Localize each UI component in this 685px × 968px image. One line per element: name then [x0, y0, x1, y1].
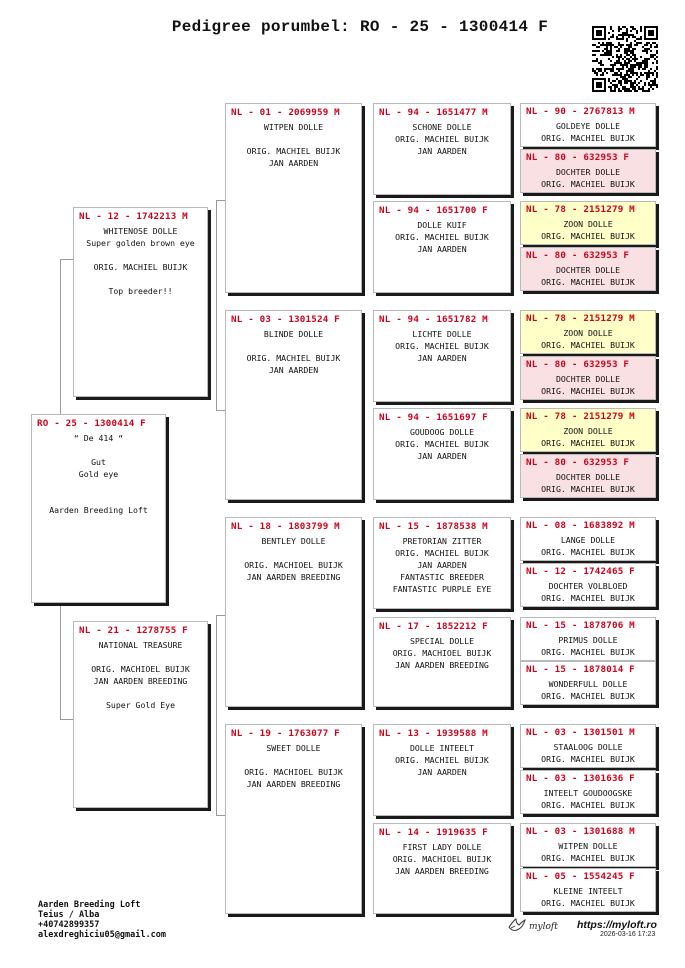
ring-number: NL - 17 - 1852212 F	[379, 621, 488, 632]
detail-line: BENTLEY DOLLE	[261, 536, 326, 546]
detail-line: ZOON DOLLE	[563, 328, 613, 338]
detail-line: ORIG. MACHIEL BUIJK	[541, 231, 635, 241]
detail-line: SWEET DOLLE	[266, 743, 321, 753]
detail-line: ORIG. MACHIOEL BUIJK	[91, 664, 190, 674]
detail-line: Gold eye	[78, 469, 119, 479]
pedigree-card-gen5[interactable]	[520, 201, 656, 245]
loft-name: Aarden Breeding Loft	[38, 900, 141, 910]
detail-line: WONDERFULL DOLLE	[548, 679, 628, 689]
detail-line: ORIG. MACHIOEL BUIJK	[392, 854, 492, 864]
loft-email[interactable]: alexdreghiciu05@gmail.com	[38, 930, 166, 940]
card-details	[226, 119, 361, 169]
card-details	[521, 532, 655, 558]
detail-line: ORIG. MACHIEL BUIJK	[541, 277, 635, 287]
tree-connector	[216, 200, 217, 410]
pedigree-card-gen5[interactable]	[520, 454, 656, 498]
detail-line: BLINDE DOLLE	[263, 329, 324, 339]
detail-line: ORIG. MACHIEL BUIJK	[541, 340, 635, 350]
detail-line	[230, 754, 357, 766]
ring-number: NL - 03 - 1301636 F	[526, 773, 635, 784]
detail-line: Top breeder!!	[108, 286, 173, 296]
detail-line: ORIG. MACHIEL BUIJK	[395, 341, 489, 351]
pedigree-card-gen4[interactable]	[373, 408, 511, 500]
ring-number: NL - 94 - 1651782 M	[379, 314, 488, 325]
detail-line: ORIG. MACHIEL BUIJK	[541, 898, 635, 908]
detail-line: DOCHTER DOLLE	[555, 472, 621, 482]
detail-line: JAN AARDEN	[417, 353, 467, 363]
detail-line: JAN AARDEN BREEDING	[246, 572, 341, 582]
tree-connector	[216, 615, 225, 616]
pedigree-card-gen5[interactable]	[520, 770, 656, 814]
detail-line: “ De 414 “	[73, 433, 124, 443]
detail-line: ORIG. MACHIEL BUIJK	[93, 262, 188, 272]
detail-line: JAN AARDEN	[268, 365, 319, 375]
card-details	[521, 423, 655, 449]
detail-line: WITPEN DOLLE	[558, 841, 618, 851]
detail-line: SCHONE DOLLE	[412, 122, 472, 132]
card-details	[226, 533, 361, 583]
ring-number: NL - 80 - 632953 F	[526, 457, 630, 468]
detail-line	[36, 444, 161, 456]
pedigree-card-sire-sire[interactable]	[225, 103, 362, 293]
card-details	[374, 424, 510, 462]
pedigree-card-gen5[interactable]	[520, 517, 656, 561]
pedigree-card-dam-dam[interactable]	[225, 724, 362, 914]
detail-line: DOCHTER DOLLE	[555, 167, 621, 177]
card-details	[374, 839, 510, 877]
detail-line: ORIG. MACHIEL BUIJK	[246, 146, 341, 156]
detail-line: ORIG. MACHIEL BUIJK	[541, 386, 635, 396]
ring-number: NL - 12 - 1742465 F	[526, 566, 635, 577]
detail-line: ZOON DOLLE	[563, 219, 613, 229]
pedigree-card-gen5[interactable]	[520, 103, 656, 147]
detail-line: Super Gold Eye	[105, 700, 175, 710]
detail-line: LICHTE DOLLE	[412, 329, 472, 339]
card-details	[521, 469, 655, 495]
pedigree-card-gen5[interactable]	[520, 823, 656, 867]
detail-line	[78, 273, 203, 285]
detail-line: ORIG. MACHIEL BUIJK	[541, 800, 635, 810]
ring-number: NL - 18 - 1803799 M	[231, 521, 340, 532]
loft-phone[interactable]: +40742899357	[38, 920, 100, 930]
detail-line: JAN AARDEN	[417, 244, 467, 254]
card-details	[521, 838, 655, 864]
page-title: Pedigree porumbel: RO - 25 - 1300414 F	[171, 18, 549, 36]
detail-line: STAALOOG DOLLE	[553, 742, 623, 752]
ring-number: NL - 94 - 1651477 M	[379, 107, 488, 118]
ring-number: NL - 12 - 1742213 M	[79, 211, 188, 222]
detail-line: JAN AARDEN BREEDING	[395, 660, 489, 670]
detail-line: Aarden Breeding Loft	[49, 505, 148, 515]
card-details	[521, 325, 655, 351]
detail-line: GOUDOOG DOLLE	[409, 427, 475, 437]
pedigree-card-gen5[interactable]	[520, 661, 656, 705]
tree-connector	[216, 410, 225, 411]
ring-number: NL - 94 - 1651700 F	[379, 205, 488, 216]
card-details	[374, 326, 510, 364]
ring-number: NL - 90 - 2767813 M	[526, 106, 635, 117]
card-details	[521, 216, 655, 242]
tree-connector	[216, 815, 225, 816]
detail-line: PRETORIAN ZITTER	[402, 536, 482, 546]
detail-line: ORIG. MACHIEL BUIJK	[395, 232, 489, 242]
ring-number: NL - 03 - 1301501 M	[526, 727, 635, 738]
pedigree-card-dam[interactable]	[73, 621, 208, 808]
pedigree-card-gen4[interactable]	[373, 201, 511, 293]
ring-number: NL - 15 - 1878014 F	[526, 664, 635, 675]
myloft-logo[interactable]	[508, 917, 558, 936]
detail-line: ORIG. MACHIEL BUIJK	[541, 754, 635, 764]
pedigree-card-gen5[interactable]	[520, 617, 656, 661]
ring-number: NL - 14 - 1919635 F	[379, 827, 488, 838]
detail-line: JAN AARDEN	[417, 451, 467, 461]
loft-location: Teius / Alba	[38, 910, 100, 920]
ring-number: NL - 78 - 2151279 M	[526, 313, 635, 324]
ring-number: NL - 94 - 1651697 F	[379, 412, 488, 423]
detail-line	[36, 492, 161, 504]
detail-line	[36, 480, 161, 492]
detail-line: ORIG. MACHIEL BUIJK	[541, 547, 635, 557]
card-details	[521, 371, 655, 397]
card-details	[374, 533, 510, 595]
detail-line: ORIG. MACHIEL BUIJK	[541, 647, 635, 657]
detail-line: Super golden brown eye	[86, 238, 195, 248]
card-details	[521, 578, 655, 604]
detail-line: JAN AARDEN BREEDING	[246, 779, 341, 789]
detail-line: ORIG. MACHIEL BUIJK	[541, 484, 635, 494]
pedigree-card-gen5[interactable]	[520, 563, 656, 607]
detail-line: DOCHTER DOLLE	[555, 374, 621, 384]
qr-code	[592, 26, 658, 92]
pedigree-card-gen4[interactable]	[373, 823, 511, 914]
detail-line: FANTASTIC PURPLE EYE	[392, 584, 492, 594]
pedigree-card-gen5[interactable]	[520, 868, 656, 912]
detail-line: KLEINE INTEELT	[553, 886, 623, 896]
pedigree-card-gen5[interactable]	[520, 310, 656, 354]
card-details	[521, 118, 655, 144]
detail-line: ORIG. MACHIEL BUIJK	[541, 691, 635, 701]
detail-line: WHITENOSE DOLLE	[103, 226, 178, 236]
card-details	[374, 119, 510, 157]
ring-number: NL - 21 - 1278755 F	[79, 625, 188, 636]
detail-line: JAN AARDEN BREEDING	[93, 676, 188, 686]
pedigree-card-gen4[interactable]	[373, 310, 511, 402]
ring-number: RO - 25 - 1300414 F	[37, 418, 146, 429]
detail-line	[78, 249, 203, 261]
detail-line: WITPEN DOLLE	[263, 122, 324, 132]
pedigree-card-gen5[interactable]	[520, 356, 656, 400]
detail-line: JAN AARDEN	[417, 146, 467, 156]
pedigree-card-gen4[interactable]	[373, 103, 511, 195]
generated-timestamp: 2026-03-16 17:23	[600, 931, 656, 938]
ring-number: NL - 05 - 1554245 F	[526, 871, 635, 882]
loft-contact	[38, 900, 166, 940]
detail-line: DOLLE INTEELT	[409, 743, 475, 753]
detail-line: NATIONAL TREASURE	[98, 640, 183, 650]
detail-line	[230, 547, 357, 559]
detail-line: DOLLE KUIF	[417, 220, 467, 230]
tree-connector	[60, 719, 73, 720]
card-details	[521, 262, 655, 288]
detail-line: LANGE DOLLE	[560, 535, 616, 545]
detail-line: PRIMUS DOLLE	[558, 635, 618, 645]
card-details	[374, 740, 510, 778]
logo-text: myloft	[529, 921, 558, 932]
detail-line: JAN AARDEN	[417, 560, 467, 570]
detail-line: ZOON DOLLE	[563, 426, 613, 436]
detail-line: ORIG. MACHIOEL BUIJK	[244, 560, 343, 570]
ring-number: NL - 80 - 632953 F	[526, 152, 630, 163]
card-details	[74, 637, 207, 711]
detail-line: JAN AARDEN	[268, 158, 319, 168]
detail-line: ORIG. MACHIOEL BUIJK	[244, 767, 343, 777]
detail-line: ORIG. MACHIEL BUIJK	[395, 134, 489, 144]
ring-number: NL - 78 - 2151279 M	[526, 411, 635, 422]
ring-number: NL - 01 - 2069959 M	[231, 107, 340, 118]
detail-line: FIRST LADY DOLLE	[402, 842, 482, 852]
ring-number: NL - 03 - 1301688 M	[526, 826, 635, 837]
tree-connector	[216, 200, 225, 201]
card-details	[374, 633, 510, 671]
ring-number: NL - 78 - 2151279 M	[526, 204, 635, 215]
detail-line: INTEELT GOUDOOGSKE	[543, 788, 633, 798]
card-details	[226, 740, 361, 790]
ring-number: NL - 19 - 1763077 F	[231, 728, 340, 739]
detail-line: ORIG. MACHIEL BUIJK	[246, 353, 341, 363]
detail-line: JAN AARDEN BREEDING	[395, 866, 489, 876]
tree-connector	[60, 259, 73, 260]
card-details	[226, 326, 361, 376]
pedigree-card-gen4[interactable]	[373, 724, 511, 816]
ring-number: NL - 15 - 1878706 M	[526, 620, 635, 631]
detail-line: ORIG. MACHIOEL BUIJK	[392, 648, 492, 658]
card-details	[521, 739, 655, 765]
pedigree-card-gen5[interactable]	[520, 724, 656, 768]
detail-line: ORIG. MACHIEL BUIJK	[541, 133, 635, 143]
card-details	[521, 883, 655, 909]
ring-number: NL - 80 - 632953 F	[526, 359, 630, 370]
card-details	[74, 223, 207, 297]
tree-connector	[216, 615, 217, 815]
detail-line: JAN AARDEN	[417, 767, 467, 777]
detail-line: SPECIAL DOLLE	[409, 636, 475, 646]
ring-number: NL - 15 - 1878538 M	[379, 521, 488, 532]
pedigree-card-gen5[interactable]	[520, 408, 656, 452]
ring-number: NL - 08 - 1683892 M	[526, 520, 635, 531]
pedigree-card-gen5[interactable]	[520, 149, 656, 193]
detail-line: ORIG. MACHIEL BUIJK	[541, 179, 635, 189]
pedigree-card-gen5[interactable]	[520, 247, 656, 291]
card-details	[521, 676, 655, 702]
pedigree-card-gen4[interactable]	[373, 517, 511, 609]
ring-number: NL - 80 - 632953 F	[526, 250, 630, 261]
card-details	[521, 164, 655, 190]
detail-line: ORIG. MACHIEL BUIJK	[541, 438, 635, 448]
card-details	[32, 430, 165, 516]
detail-line: GOLDEYE DOLLE	[555, 121, 621, 131]
detail-line: DOCHTER VOLBLOED	[548, 581, 628, 591]
detail-line: ORIG. MACHIEL BUIJK	[541, 853, 635, 863]
detail-line	[78, 651, 203, 663]
detail-line: ORIG. MACHIEL BUIJK	[541, 593, 635, 603]
card-details	[374, 217, 510, 255]
ring-number: NL - 03 - 1301524 F	[231, 314, 340, 325]
detail-line	[230, 340, 357, 352]
pedigree-card-sire-dam[interactable]	[225, 310, 362, 500]
detail-line: Gut	[91, 457, 106, 467]
detail-line	[230, 133, 357, 145]
pedigree-card-subject[interactable]	[31, 414, 166, 603]
ring-number: NL - 13 - 1939588 M	[379, 728, 488, 739]
pedigree-card-gen4[interactable]	[373, 617, 511, 707]
detail-line	[78, 687, 203, 699]
detail-line: ORIG. MACHIEL BUIJK	[395, 755, 489, 765]
card-details	[521, 632, 655, 658]
website-link[interactable]: https://myloft.ro	[577, 919, 657, 931]
detail-line: ORIG. MACHIEL BUIJK	[395, 548, 489, 558]
detail-line: DOCHTER DOLLE	[555, 265, 621, 275]
card-details	[521, 785, 655, 811]
detail-line: ORIG. MACHIEL BUIJK	[395, 439, 489, 449]
dove-icon	[508, 917, 526, 936]
detail-line: FANTASTIC BREEDER	[400, 572, 484, 582]
pedigree-card-dam-sire[interactable]	[225, 517, 362, 707]
pedigree-card-sire[interactable]	[73, 207, 208, 397]
